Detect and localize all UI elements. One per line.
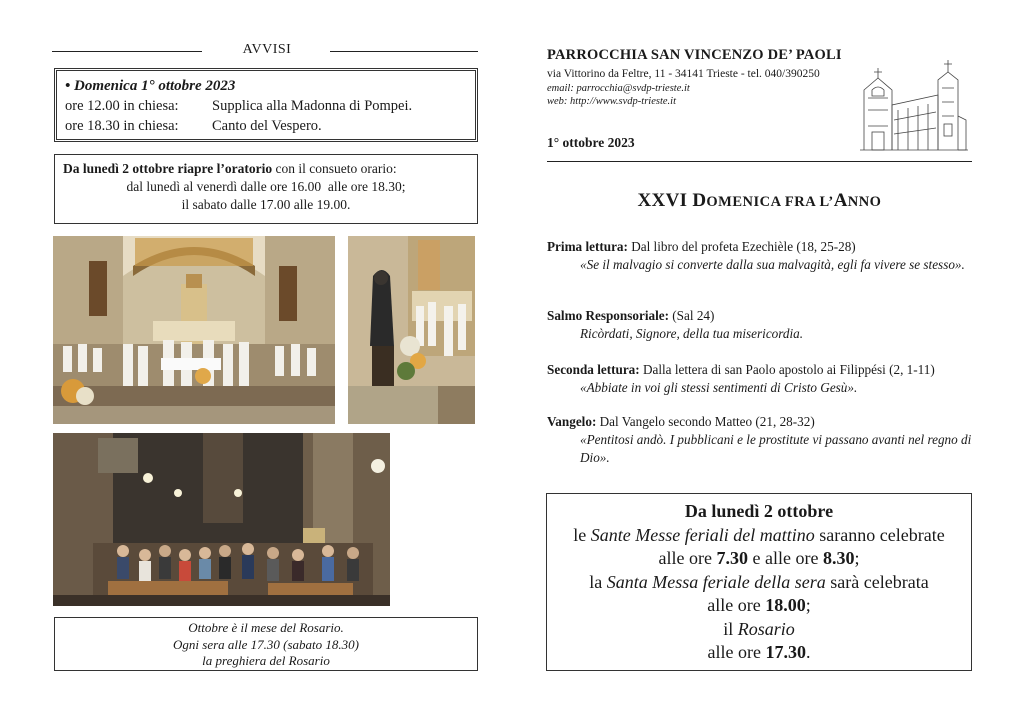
sunday-notice-row	[65, 116, 467, 136]
rosary: Rosario	[737, 618, 795, 639]
parish-address: via Vittorino da Feltre, 11 - 34141 Trieste - tel. 040/390250	[547, 68, 820, 80]
reading-quote: «Abbiate in voi gli stessi sentimenti di Cristo Gesù».	[580, 380, 858, 395]
text: ;	[805, 595, 811, 615]
masses-heading: Da lunedì 2 ottobre	[684, 501, 834, 521]
masses-line-morning	[551, 524, 967, 548]
reading-label: Vangelo:	[547, 414, 597, 429]
title-a: A	[833, 190, 848, 211]
liturgy-title	[547, 190, 972, 212]
title-rest-2: NNO	[847, 194, 882, 210]
photo-congregation	[53, 433, 390, 606]
sunday-notice-box	[54, 68, 478, 142]
reading-source: (Sal 24)	[668, 308, 715, 323]
text: alle ore	[707, 642, 766, 662]
reading-quote: «Se il malvagio si converte dalla sua malvagità, egli fa vivere se stesso».	[580, 257, 965, 272]
photo-altar-celebration	[53, 236, 335, 424]
text: alle ore	[707, 595, 766, 615]
masses-line-evening	[551, 571, 967, 595]
masses-line-evening-time	[551, 594, 967, 618]
rosary-box	[54, 617, 478, 671]
oratorio-box	[54, 154, 478, 224]
reading-gospel	[547, 413, 972, 467]
time-1730: 17.30	[765, 642, 806, 662]
rosary-line-3: la preghiera del Rosario	[202, 653, 330, 668]
bulletin-date: 1° ottobre 2023	[547, 135, 635, 150]
title-roman: XXVI	[637, 190, 693, 211]
oratorio-line-3: il sabato dalle 17.00 alle 19.00.	[181, 197, 351, 212]
avvisi-rule-left	[52, 51, 202, 52]
time-830: 8.30	[822, 548, 855, 568]
reading-source: Dalla lettera di san Paolo apostolo ai Filippési (2, 1-11)	[639, 362, 935, 377]
morning-masses: Sante Messe feriali del mattino	[590, 524, 815, 545]
masses-line-rosary	[551, 618, 967, 642]
sunday-notice-time: ore 18.30 in chiesa:	[65, 118, 179, 134]
reading-quote: Ricòrdati, Signore, della tua misericordia.	[580, 326, 804, 341]
sunday-notice-event: Supplica alla Madonna di Pompei.	[212, 98, 413, 114]
reading-source: Dal Vangelo secondo Matteo (21, 28-32)	[596, 414, 815, 429]
sunday-notice-event: Canto del Vespero.	[212, 118, 322, 134]
sunday-notice-time: ore 12.00 in chiesa:	[65, 98, 179, 114]
reading-psalm	[547, 307, 972, 343]
text: e alle ore	[748, 548, 823, 568]
time-1800: 18.00	[765, 595, 806, 615]
text: .	[805, 642, 811, 662]
text: saranno celebrate	[814, 524, 945, 545]
text: le	[573, 524, 591, 545]
photo-saint-statue	[348, 236, 475, 424]
oratorio-line-1	[63, 160, 469, 178]
sunday-notice-title: • Domenica 1° ottobre 2023	[65, 78, 236, 94]
text: il	[723, 618, 738, 639]
reading-quote: «Pentitosi andò. I pubblicani e le prostitute vi passano avanti nel regno di Dio».	[580, 432, 972, 465]
parish-email: email: parrocchia@svdp-trieste.it	[547, 83, 690, 94]
text: ;	[854, 548, 860, 568]
evening-mass: Santa Messa feriale della sera	[606, 571, 826, 592]
title-d: D	[692, 190, 707, 211]
header-divider	[547, 161, 972, 162]
text: alle ore	[658, 548, 717, 568]
oratorio-line-2: dal lunedì al venerdì dalle ore 16.00 alle ore 18.30;	[126, 179, 406, 194]
reading-second	[547, 361, 972, 397]
rosary-line-2: Ogni sera alle 17.30 (sabato 18.30)	[173, 636, 359, 652]
reading-label: Salmo Responsoriale:	[547, 308, 669, 323]
reading-source: Dal libro del profeta Ezechièle (18, 25-28)	[627, 239, 856, 254]
sunday-notice-row	[65, 96, 467, 116]
masses-line-morning-times	[551, 547, 967, 571]
text: la	[589, 571, 607, 592]
time-730: 7.30	[716, 548, 748, 568]
reading-first	[547, 238, 972, 274]
rosary-line-1: Ottobre è il mese del Rosario.	[188, 620, 344, 635]
church-drawing	[858, 50, 970, 154]
reading-label: Prima lettura:	[547, 239, 628, 254]
parish-web: web: http://www.svdp-trieste.it	[547, 96, 677, 107]
oratorio-rest-text: con il consueto orario:	[272, 161, 397, 176]
oratorio-bold-text: Da lunedì 2 ottobre riapre l’oratorio	[63, 161, 273, 176]
avvisi-heading: AVVISI	[242, 42, 292, 57]
text: sarà celebrata	[825, 571, 929, 592]
masses-box	[546, 493, 972, 671]
avvisi-rule-right	[330, 51, 478, 52]
parish-name: PARROCCHIA SAN VINCENZO DE’ PAOLI	[547, 47, 842, 63]
title-rest-1: OMENICA FRA L’	[706, 194, 834, 210]
reading-label: Seconda lettura:	[547, 362, 640, 377]
masses-line-rosary-time	[551, 641, 967, 665]
